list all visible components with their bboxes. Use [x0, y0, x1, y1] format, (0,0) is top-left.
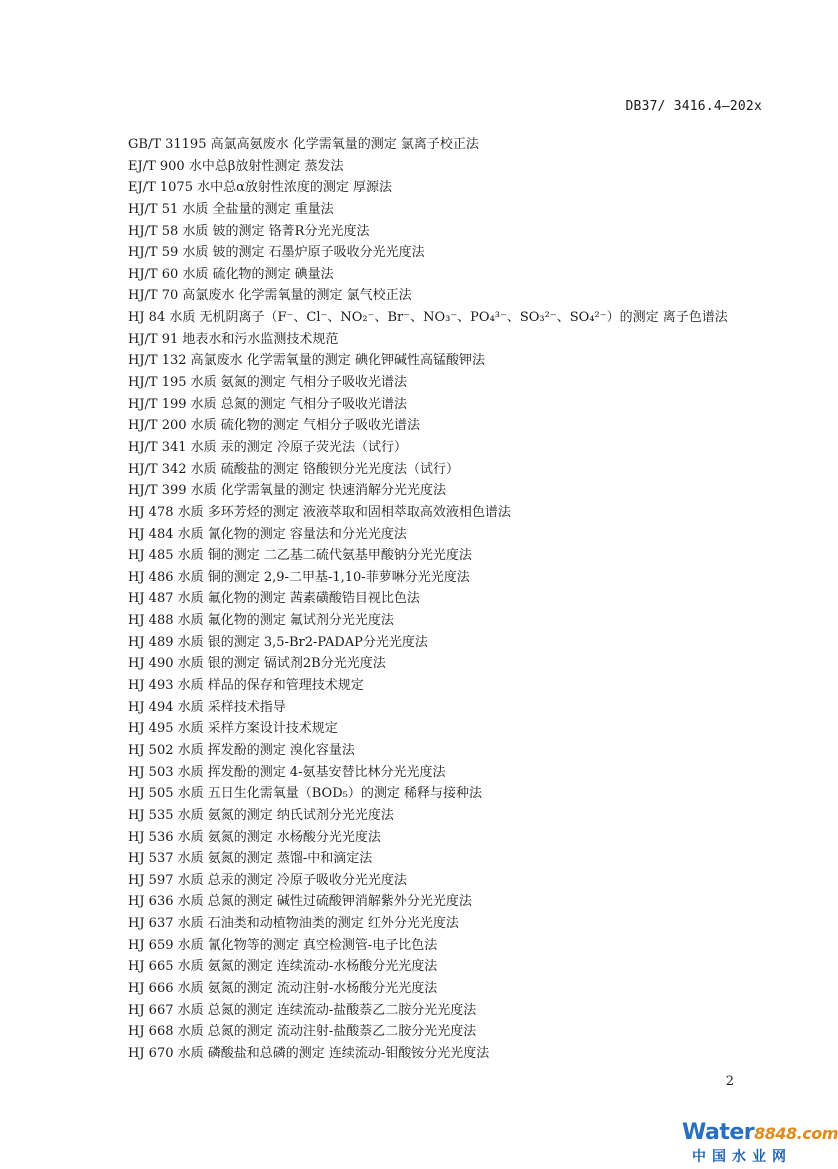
reference-item: HJ 486 水质 铜的测定 2,9-二甲基-1,10-菲萝啉分光光度法: [128, 569, 470, 585]
reference-item: HJ 84 水质 无机阴离子（F⁻、Cl⁻、NO₂⁻、Br⁻、NO₃⁻、PO₄³⁻、SO₃²⁻、SO₄²⁻）的测定 离子色谱法: [128, 310, 728, 326]
watermark-brand: Water8848.com: [682, 1120, 838, 1145]
reference-item: HJ 489 水质 银的测定 3,5-Br2-PADAP分光光度法: [128, 634, 428, 650]
reference-item: HJ 665 水质 氨氮的测定 连续流动-水杨酸分光光度法: [128, 959, 438, 975]
watermark-logo: [682, 1120, 838, 1166]
reference-item: HJ 485 水质 铜的测定 二乙基二硫代氨基甲酸钠分光光度法: [128, 548, 472, 564]
reference-item: EJ/T 900 水中总β放射性测定 蒸发法: [128, 158, 344, 174]
page-number: 2: [725, 1074, 734, 1089]
reference-item: HJ/T 399 水质 化学需氧量的测定 快速消解分光光度法: [128, 483, 446, 499]
reference-item: HJ/T 51 水质 全盐量的测定 重量法: [128, 201, 334, 217]
reference-item: HJ/T 342 水质 硫酸盐的测定 铬酸钡分光光度法（试行）: [128, 461, 459, 477]
reference-item: HJ/T 58 水质 铍的测定 铬菁R分光光度法: [128, 223, 370, 239]
reference-item: HJ 495 水质 采样方案设计技术规定: [128, 721, 338, 737]
reference-item: EJ/T 1075 水中总α放射性浓度的测定 厚源法: [128, 180, 393, 196]
reference-item: HJ/T 195 水质 氨氮的测定 气相分子吸收光谱法: [128, 375, 407, 391]
reference-item: HJ 487 水质 氟化物的测定 茜素磺酸锆目视比色法: [128, 591, 420, 607]
reference-item: HJ 537 水质 氨氮的测定 蒸馏-中和滴定法: [128, 851, 373, 867]
reference-item: HJ 667 水质 总氮的测定 连续流动-盐酸萘乙二胺分光光度法: [128, 1002, 477, 1018]
reference-item: HJ 503 水质 挥发酚的测定 4-氨基安替比林分光光度法: [128, 764, 446, 780]
reference-item: HJ 493 水质 样品的保存和管理技术规定: [128, 678, 364, 694]
reference-item: HJ 494 水质 采样技术指导: [128, 699, 286, 715]
reference-item: HJ/T 132 高氯废水 化学需氧量的测定 碘化钾碱性高锰酸钾法: [128, 353, 485, 369]
reference-item: HJ 478 水质 多环芳烃的测定 液液萃取和固相萃取高效液相色谱法: [128, 504, 511, 520]
document-code: DB37/ 3416.4—202x: [625, 99, 762, 114]
reference-item: HJ 484 水质 氰化物的测定 容量法和分光光度法: [128, 526, 407, 542]
reference-item: HJ 535 水质 氨氮的测定 纳氏试剂分光光度法: [128, 807, 394, 823]
reference-item: HJ/T 91 地表水和污水监测技术规范: [128, 331, 339, 347]
reference-item: HJ 505 水质 五日生化需氧量（BOD₅）的测定 稀释与接种法: [128, 786, 482, 802]
reference-item: HJ 502 水质 挥发酚的测定 溴化容量法: [128, 742, 355, 758]
reference-item: HJ/T 60 水质 硫化物的测定 碘量法: [128, 266, 334, 282]
reference-item: HJ 637 水质 石油类和动植物油类的测定 红外分光光度法: [128, 916, 459, 932]
reference-item: HJ 670 水质 磷酸盐和总磷的测定 连续流动-钼酸铵分光光度法: [128, 1045, 490, 1061]
watermark-brand-cn: 中国水业网: [692, 1149, 792, 1165]
reference-item: HJ 488 水质 氟化物的测定 氟试剂分光光度法: [128, 613, 394, 629]
reference-item: HJ 490 水质 银的测定 镉试剂2B分光光度法: [128, 656, 386, 672]
reference-item: HJ 636 水质 总氮的测定 碱性过硫酸钾消解紫外分光光度法: [128, 894, 472, 910]
reference-item: HJ 536 水质 氨氮的测定 水杨酸分光光度法: [128, 829, 381, 845]
reference-item: HJ 659 水质 氰化物等的测定 真空检测管-电子比色法: [128, 937, 438, 953]
reference-item: HJ/T 59 水质 铍的测定 石墨炉原子吸收分光光度法: [128, 245, 425, 261]
reference-item: HJ/T 199 水质 总氮的测定 气相分子吸收光谱法: [128, 396, 407, 412]
reference-item: HJ/T 341 水质 汞的测定 冷原子荧光法（试行）: [128, 439, 407, 455]
reference-item: HJ 668 水质 总氮的测定 流动注射-盐酸萘乙二胺分光光度法: [128, 1024, 477, 1040]
reference-item: HJ/T 200 水质 硫化物的测定 气相分子吸收光谱法: [128, 418, 420, 434]
reference-item: GB/T 31195 高氯高氨废水 化学需氧量的测定 氯离子校正法: [128, 137, 479, 152]
reference-item: HJ 597 水质 总汞的测定 冷原子吸收分光光度法: [128, 872, 407, 888]
normative-reference-list: [128, 134, 768, 1065]
reference-item: HJ 666 水质 氨氮的测定 流动注射-水杨酸分光光度法: [128, 980, 438, 996]
reference-item: HJ/T 70 高氯废水 化学需氧量的测定 氯气校正法: [128, 288, 412, 304]
